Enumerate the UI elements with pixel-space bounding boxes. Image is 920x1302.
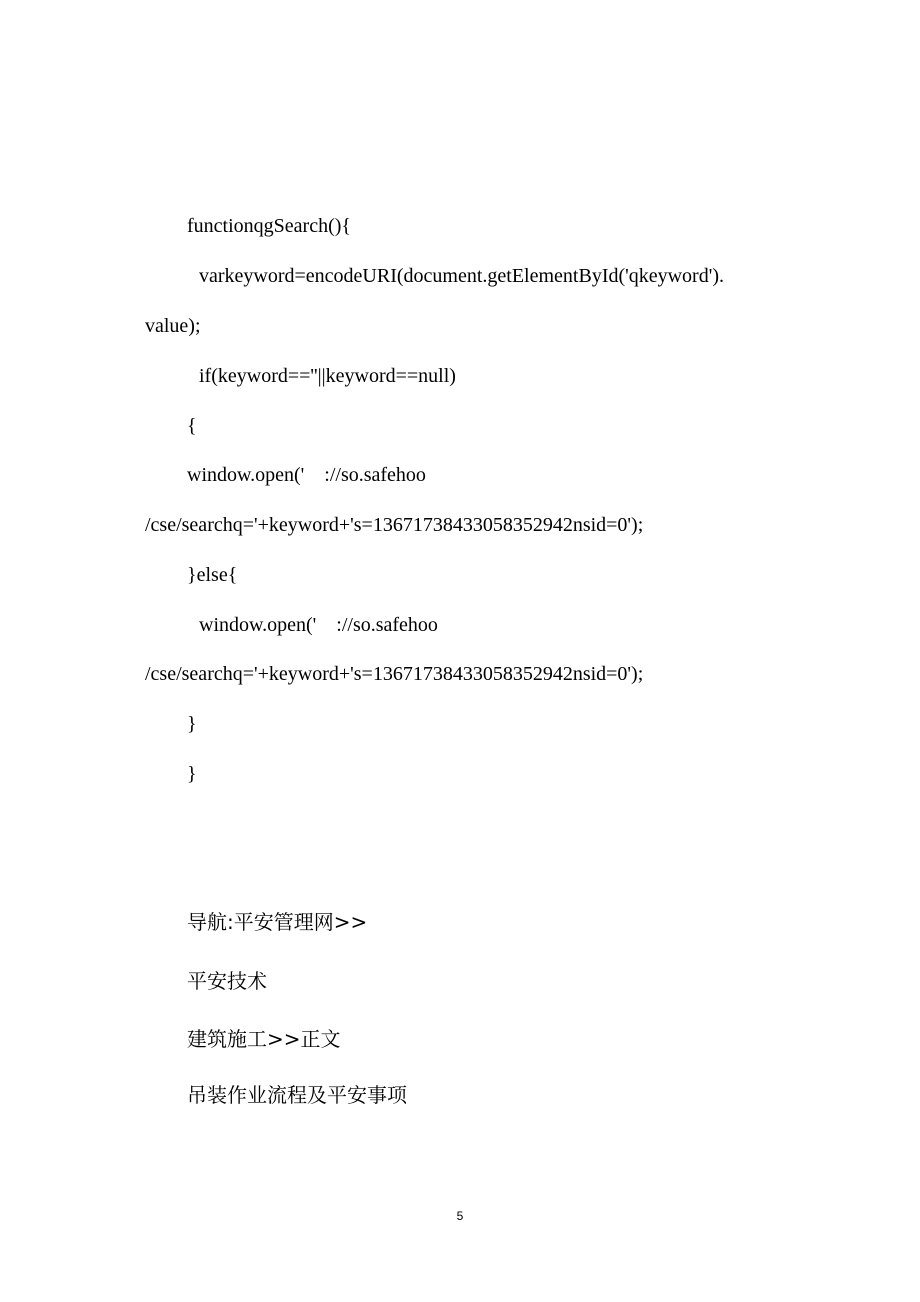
code-line-12: } [187, 763, 197, 785]
code-line-10: /cse/searchq='+keyword+'s=13671738433058352942nsid=0'); [145, 663, 644, 685]
code-line-6: window.open(' ://so.safehoo [187, 464, 426, 486]
category-heading: 平安技术 [187, 969, 267, 993]
code-line-9: window.open(' ://so.safehoo [199, 614, 438, 636]
subcategory-heading: 建筑施工>>正文 [187, 1027, 341, 1051]
code-line-8: }else{ [187, 564, 238, 586]
code-line-4: if(keyword==''||keyword==null) [199, 365, 456, 387]
article-title: 吊装作业流程及平安事项 [187, 1083, 407, 1107]
code-line-11: } [187, 713, 197, 735]
breadcrumb: 导航:平安管理网>> [187, 910, 368, 934]
code-line-3: value); [145, 315, 201, 337]
code-line-5: { [187, 415, 197, 437]
code-line-1: functionqgSearch(){ [187, 215, 351, 237]
page-number: 5 [456, 1209, 464, 1223]
code-line-7: /cse/searchq='+keyword+'s=13671738433058352942nsid=0'); [145, 514, 644, 536]
code-line-2: varkeyword=encodeURI(document.getElementById('qkeyword'). [199, 265, 724, 287]
